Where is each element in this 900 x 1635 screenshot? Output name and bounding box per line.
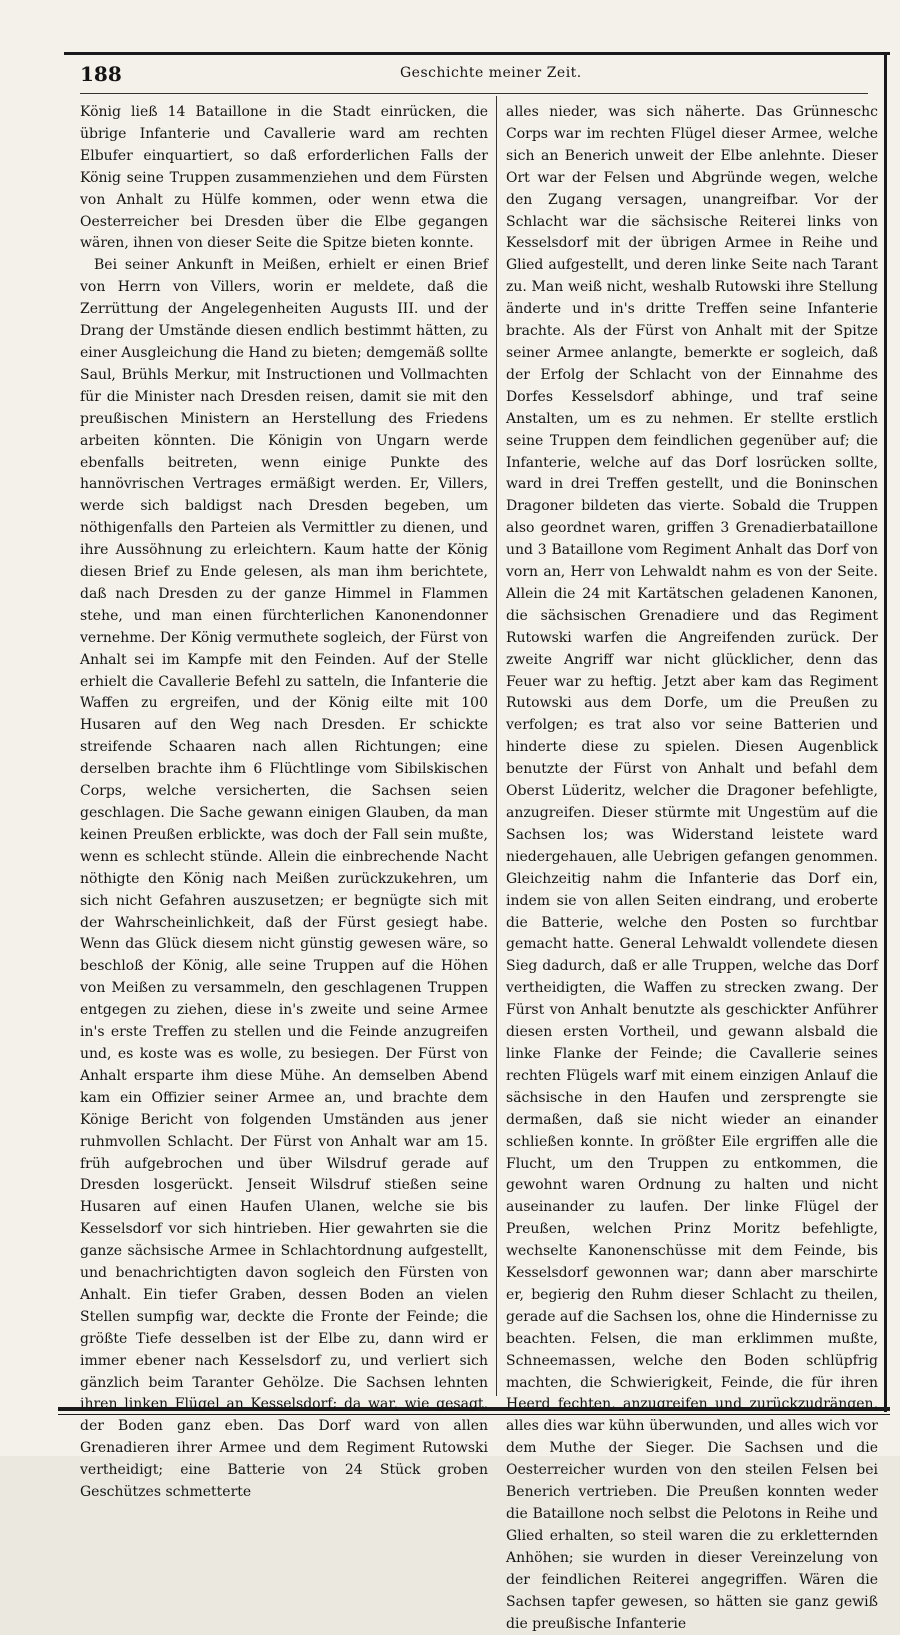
right-paragraph-1: alles nieder, was sich näherte. Das Grünneschc Corps war im rechten Flügel dieser Armee, welche sich an Benerich unweit der Elbe anlehnte. Dieser Ort war der Felsen und Abgründe wegen, welche den Zugang versagen, unangreifbar. Vor der Schlacht war die sächsische Reiterei links von Kesselsdorf mit der übrigen Armee in Reihe und Glied aufgestellt, und deren linke Seite nach Tarant zu. Man weiß nicht, weshalb Rutowski ihre Stellung änderte und in's dritte Treffen seine Infanterie brachte. Als der Fürst von Anhalt mit der Spitze seiner Armee anlangte, bemerkte er sogleich, daß der Erfolg der Schlacht von der Einnahme des Dorfes Kesselsdorf abhinge, und traf seine Anstalten, um es zu nehmen. Er stellte erstlich seine Truppen dem feindlichen gegenüber auf; die Infanterie, welche auf das Dorf losrücken sollte, ward in drei Treffen gestellt, und die Boninschen Dragoner bildeten das vierte. Sobald die Truppen also geordnet waren, griffen 3 Grenadierbataillone und 3 Bataillone vom Regiment Anhalt das Dorf von vorn an, Herr von Lehwaldt nahm es von der Seite. Allein die 24 mit Kartätschen geladenen Kanonen, die sächsischen Grenadiere und das Regiment Rutowski warfen die Angreifenden zurück. Der zweite Angriff war nicht glücklicher, denn das Feuer war zu heftig. Jetzt aber kam das Regiment Rutowski aus dem Dorfe, um die Preußen zu verfolgen; es trat also vor seine Batterien und hinderte diese zu spielen. Diesen Augenblick benutzte der Fürst von Anhalt und befahl dem Oberst Lüderitz, welcher die Dragoner befehligte, anzugreifen. Dieser stürmte mit Ungestüm auf die Sachsen los; was Widerstand leistete ward niedergehauen, alle Uebrigen gefangen genommen. Gleichzeitig nahm die Infanterie das Dorf ein, indem sie von allen Seiten eindrang, und eroberte die Batterie, welche den Posten so furchtbar gemacht hatte. General Lehwaldt vollendete diesen Sieg dadurch, daß er alle Truppen, welche das Dorf vertheidigten, die Waffen zu strecken zwang. Der Fürst von Anhalt benutzte als geschickter Anführer diesen ersten Vortheil, und gewann alsbald die linke Flanke der Feinde; die Cavallerie seines rechten Flügels warf mit einem einzigen Anlauf die sächsische in den Haufen und zersprengte sie dermaßen, daß sie nicht wieder an einander schließen konnte. In größter Eile ergriffen alle die Flucht, um den Truppen zu entkommen, die gewohnt waren Ordnung zu halten und nicht auseinander zu laufen. Der linke Flügel der Preußen, welchen Prinz Moritz befehligte, wechselte Kanonenschüsse mit dem Feinde, bis Kesselsdorf gewonnen war; dann aber marschirte er, begierig den Ruhm dieser Schlacht zu theilen, gerade auf die Sachsen los, ohne die Hindernisse zu beachten. Felsen, die man erklimmen mußte, Schneemassen, welche den Boden schlüpfrig machten, die Schwierigkeit, Feinde, die für ihren Heerd fechten, anzugreifen und zurückzudrängen, alles dies war kühn überwunden, und alles wich vor dem Muthe der Sieger. Die Sachsen und die Oesterreicher wurden von den steilen Felsen bei Benerich vertrieben. Die Preußen konnten weder die Bataillone noch selbst die Pelotons in Reihe und Glied erhalten, so steil waren die zu erkletternden Anhöhen; sie wurden in dieser Vereinzelung von der feindlichen Reiterei angegriffen. Wären die Sachsen tapfer gewesen, so hätten sie ganz gewiß die preußische Infanterie	[506, 104, 878, 1632]
page-header	[80, 62, 880, 92]
header-rule	[80, 93, 868, 94]
right-column	[506, 102, 878, 1635]
left-paragraph-2: Bei seiner Ankunft in Meißen, erhielt er einen Brief von Herrn von Villers, worin er meldete, daß die Zerrüttung der Angelegenheiten Augusts III. und der Drang der Umstände diesen endlich bestimmt hätten, zu einer Ausgleichung die Hand zu bieten; demgemäß sollte Saul, Brühls Merkur, mit Instructionen und Vollmachten für die Minister nach Dresden reisen, damit sie mit den preußischen Ministern an Herstellung des Friedens arbeiten könnten. Die Königin von Ungarn werde ebenfalls beitreten, wenn einige Punkte des hannövrischen Vertrages ermäßigt werden. Er, Villers, werde sich baldigst nach Dresden begeben, um nöthigenfalls den Parteien als Vermittler zu dienen, und ihre Aussöhnung zu erleichtern. Kaum hatte der König diesen Brief zu Ende gelesen, als man ihm berichtete, daß nach Dresden zu der ganze Himmel in Flammen stehe, und man einen fürchterlichen Kanonendonner vernehme. Der König vermuthete sogleich, der Fürst von Anhalt sei im Kampfe mit den Feinden. Auf der Stelle erhielt die Cavallerie Befehl zu satteln, die Infanterie die Waffen zu ergreifen, und der König eilte mit 100 Husaren auf den Weg nach Dresden. Er schickte streifende Schaaren nach allen Richtungen; eine derselben brachte ihm 6 Flüchtlinge vom Sibilskischen Corps, welche versicherten, die Sachsen seien geschlagen. Die Sache gewann einigen Glauben, da man keinen Preußen erblickte, was doch der Fall sein mußte, wenn es schlecht stünde. Allein die einbrechende Nacht nöthigte den König nach Meißen zurückzukehren, um sich nicht Gefahren auszusetzen; er begnügte sich mit der Wahrscheinlichkeit, daß der Fürst gesiegt habe. Wenn das Glück diesem nicht günstig gewesen wäre, so beschloß der König, alle seine Truppen auf die Höhen von Meißen zu versammeln, den geschlagenen Truppen entgegen zu ziehen, diese in's zweite und seine Armee in's erste Treffen zu stellen und die Feinde anzugreifen und, es koste was es wolle, zu besiegen. Der Fürst von Anhalt ersparte ihm diese Mühe. An demselben Abend kam ein Offizier seiner Armee an, und brachte dem Könige Bericht von folgenden Umständen aus jener ruhmvollen Schlacht. Der Fürst von Anhalt war am 15. früh aufgebrochen und über Wilsdruf gerade auf Dresden losgerückt. Jenseit Wilsdruf stießen seine Husaren auf einen Haufen Ulanen, welche sie bis Kesselsdorf vor sich hintrieben. Hier gewahrten sie die ganze sächsische Armee in Schlachtordnung aufgestellt, und benachrichtigten davon sogleich den Fürsten von Anhalt. Ein tiefer Graben, dessen Boden an vielen Stellen sumpfig war, deckte die Fronte der Feinde; die größte Tiefe desselben ist der Elbe zu, dann wird er immer ebener nach Kesselsdorf zu, und verliert sich gänzlich beim Taranter Gehölze. Die Sachsen lehnten ihren linken Flügel an Kesselsdorf; da war, wie gesagt, der Boden ganz eben. Das Dorf ward von allen Grenadieren ihrer Armee und dem Regiment Rutowski vertheidigt; eine Batterie von 24 Stück groben Geschützes schmetterte	[80, 257, 488, 1501]
page-frame-top-rule	[64, 52, 890, 55]
left-column	[80, 102, 488, 1504]
page-frame-right-rule	[884, 52, 887, 1412]
running-head: Geschichte meiner Zeit.	[400, 65, 582, 81]
page-number: 188	[80, 62, 122, 86]
column-divider	[496, 96, 497, 1396]
left-paragraph-1: König ließ 14 Bataillone in die Stadt einrücken, die übrige Infanterie und Cavallerie ward am rechten Elbufer einquartiert, so daß erforderlichen Falls der König seine Truppen zusammenziehen und dem Fürsten von Anhalt zu Hülfe kommen, oder wenn etwa die Oesterreicher bei Dresden über die Elbe gegangen wären, ihnen von dieser Seite die Spitze bieten konnte.	[80, 104, 488, 252]
